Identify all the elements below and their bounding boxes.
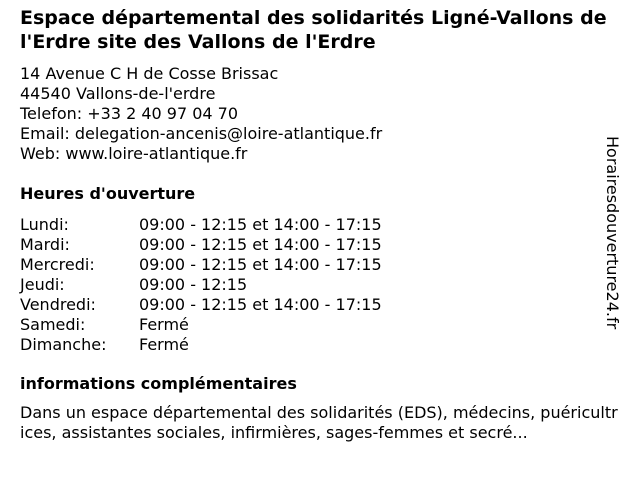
hours-row-sunday [20, 335, 626, 355]
day-label: Dimanche: [20, 335, 107, 354]
business-card [20, 6, 626, 476]
address-block [20, 64, 626, 164]
hours-row-friday [20, 295, 626, 315]
phone-number: Telefon: +33 2 40 97 04 70 [20, 104, 239, 123]
hours-row-wednesday [20, 255, 626, 275]
day-label: Mercredi: [20, 255, 95, 274]
time-value: 09:00 - 12:15 et 14:00 - 17:15 [139, 255, 382, 274]
website-address: Web: www.loire-atlantique.fr [20, 144, 248, 163]
street-address: 14 Avenue C H de Cosse Brissac [20, 64, 279, 83]
opening-hours-list [20, 215, 626, 355]
day-label: Lundi: [20, 215, 69, 234]
day-label: Mardi: [20, 235, 70, 254]
hours-heading: Heures d'ouverture [20, 184, 196, 203]
hours-row-monday [20, 215, 626, 235]
day-label: Samedi: [20, 315, 86, 334]
time-value: Fermé [139, 315, 189, 334]
hours-row-tuesday [20, 235, 626, 255]
time-value: Fermé [139, 335, 189, 354]
time-value: 09:00 - 12:15 et 14:00 - 17:15 [139, 235, 382, 254]
time-value: 09:00 - 12:15 et 14:00 - 17:15 [139, 295, 382, 314]
time-value: 09:00 - 12:15 et 14:00 - 17:15 [139, 215, 382, 234]
info-heading: informations complémentaires [20, 374, 297, 393]
hours-row-thursday [20, 275, 626, 295]
info-description: Dans un espace départemental des solidarités (EDS), médecins, puéricultrices, assistantes sociales, infirmières, sages-femmes et secré... [20, 403, 618, 442]
day-label: Jeudi: [20, 275, 65, 294]
day-label: Vendredi: [20, 295, 96, 314]
hours-row-saturday [20, 315, 626, 335]
time-value: 09:00 - 12:15 [139, 275, 248, 294]
page-title: Espace départemental des solidarités Ligné-Vallons de l'Erdre site des Vallons de l'Erdre [20, 7, 607, 53]
city-address: 44540 Vallons-de-l'erdre [20, 84, 216, 103]
email-address: Email: delegation-ancenis@loire-atlantique.fr [20, 124, 383, 143]
site-watermark: Horairesdouverture24.fr [603, 136, 622, 330]
